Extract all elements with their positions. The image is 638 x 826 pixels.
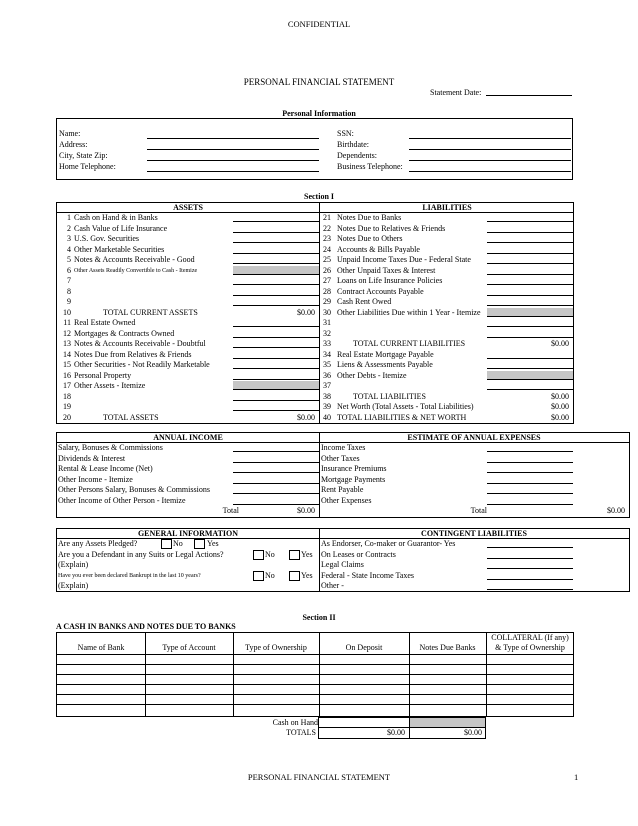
- contingent-row-label: On Leases or Contracts: [321, 549, 396, 559]
- bankrupt-no-label: No: [265, 571, 275, 580]
- income-row-label: Other Income - Itemize: [58, 474, 133, 484]
- contingent-row-label: As Endorser, Co-maker or Guarantor- Yes: [321, 539, 456, 548]
- liability-line-number: 23: [323, 234, 331, 243]
- bank-row-rule: [57, 674, 573, 675]
- liability-line-number: 26: [323, 265, 331, 275]
- bank-row-rule: [57, 664, 573, 665]
- liability-line-number: 37: [323, 381, 331, 390]
- asset-line-number: 19: [63, 402, 71, 411]
- personal-info-heading: Personal Information: [282, 109, 356, 118]
- asset-label: Cash on Hand & in Banks: [74, 213, 158, 222]
- asset-line-number: 8: [67, 286, 71, 296]
- income-row-label: Other Income of Other Person - Itemize: [58, 495, 186, 505]
- expenses-total-label: Total: [470, 506, 487, 515]
- asset-value-field[interactable]: [233, 410, 319, 411]
- asset-line-number: 2: [67, 223, 71, 233]
- asset-value-field[interactable]: [233, 347, 319, 348]
- city-state-zip-label: City, State Zip:: [59, 151, 108, 160]
- expense-value-field[interactable]: [487, 451, 573, 452]
- expense-value-field[interactable]: [487, 472, 573, 473]
- defendant-yes-label: Yes: [301, 550, 313, 559]
- income-value-field[interactable]: [233, 451, 319, 452]
- liability-label: Real Estate Mortgage Payable: [337, 349, 434, 359]
- liability-value-field[interactable]: [487, 379, 573, 380]
- ssn-label: SSN:: [337, 129, 354, 138]
- asset-line-number: 7: [67, 276, 71, 285]
- asset-label: TOTAL CURRENT ASSETS: [103, 307, 198, 317]
- section-1-heading: Section I: [304, 192, 334, 201]
- contingent-row-label: Federal - State Income Taxes: [321, 570, 415, 580]
- section-2-heading: Section II: [302, 613, 336, 622]
- income-total-label: Total: [222, 506, 239, 515]
- liability-label: Other Debts - Itemize: [337, 370, 407, 380]
- bankrupt-yes-checkbox[interactable]: [289, 571, 300, 581]
- defendant-question: Are you a Defendant in any Suits or Legal Actions?: [58, 550, 224, 559]
- asset-value-field[interactable]: [233, 337, 319, 338]
- defendant-no-label: No: [265, 550, 275, 559]
- asset-value-field[interactable]: [233, 253, 319, 254]
- income-row-label: Dividends & Interest: [58, 453, 126, 463]
- birthdate-field[interactable]: [409, 149, 571, 150]
- asset-line-number: 16: [63, 370, 71, 380]
- liability-label: Notes Due to Others: [337, 234, 403, 243]
- bank-row-rule: [57, 684, 573, 685]
- asset-label: Other Assets Readily Convertible to Cash - Itemize: [74, 267, 198, 274]
- asset-line-number: 17: [63, 381, 71, 390]
- liability-label: Cash Rent Owed: [337, 297, 392, 306]
- column-divider: [319, 203, 320, 423]
- asset-value-field[interactable]: [233, 358, 319, 359]
- personal-info-box: [56, 118, 573, 180]
- income-row-label: Rental & Lease Income (Net): [58, 464, 153, 473]
- liability-line-number: 34: [323, 349, 331, 359]
- statement-date-label: Statement Date:: [430, 88, 482, 97]
- asset-value-field[interactable]: [233, 242, 319, 243]
- home-telephone-field[interactable]: [147, 171, 319, 172]
- liability-line-number: 30: [323, 307, 331, 317]
- liability-line-number: 21: [323, 213, 331, 222]
- contingent-heading: CONTINGENT LIABILITIES: [421, 529, 527, 538]
- birthdate-label: Birthdate:: [337, 140, 369, 149]
- assets-pledged-no-label: No: [173, 539, 183, 548]
- liability-line-number: 29: [323, 297, 331, 306]
- home-telephone-label: Home Telephone:: [59, 162, 116, 171]
- asset-line-number: 13: [63, 339, 71, 348]
- totals-label: TOTALS: [286, 728, 316, 737]
- expense-value-field[interactable]: [487, 504, 573, 505]
- liability-value-field[interactable]: [487, 274, 573, 275]
- asset-label: TOTAL ASSETS: [103, 412, 159, 422]
- income-value-field[interactable]: [233, 493, 319, 494]
- total-on-deposit: $0.00: [387, 728, 405, 737]
- asset-value-field[interactable]: [233, 400, 319, 401]
- asset-label: Other Securities - Not Readily Marketable: [74, 360, 210, 369]
- asset-label: U.S. Gov. Securities: [74, 234, 140, 243]
- col-type-of-account: Type of Account: [162, 643, 216, 652]
- asset-line-number: 5: [67, 255, 71, 264]
- liability-line-number: 24: [323, 244, 331, 254]
- city-state-zip-field[interactable]: [147, 160, 319, 161]
- bankrupt-yes-label: Yes: [301, 571, 313, 580]
- bank-table: [56, 632, 574, 717]
- asset-label: Personal Property: [74, 370, 132, 380]
- asset-value-field[interactable]: [233, 284, 319, 285]
- assets-pledged-question: Are any Assets Pledged?: [58, 539, 138, 548]
- defendant-no-checkbox[interactable]: [253, 550, 264, 560]
- liability-value-field[interactable]: [487, 326, 573, 327]
- asset-value-field[interactable]: [233, 368, 319, 369]
- asset-label: Other Marketable Securities: [74, 244, 165, 254]
- contingent-row-label: Legal Claims: [321, 560, 364, 569]
- footer-title: PERSONAL FINANCIAL STATEMENT: [247, 772, 391, 782]
- general-contingent-table: [56, 528, 630, 592]
- asset-label: Notes & Accounts Receivable - Good: [74, 255, 195, 264]
- asset-line-number: 14: [63, 349, 71, 359]
- address-field[interactable]: [147, 149, 319, 150]
- income-expenses-table: [56, 432, 630, 518]
- asset-value-field[interactable]: [233, 263, 319, 264]
- asset-value-field[interactable]: [233, 379, 319, 380]
- asset-value-field[interactable]: [233, 232, 319, 233]
- assets-heading: ASSETS: [173, 203, 203, 212]
- expense-row-label: Other Taxes: [321, 453, 360, 463]
- cash-on-hand-notes-shaded: [410, 718, 485, 727]
- assets-pledged-yes-label: Yes: [207, 539, 219, 548]
- income-total-value: $0.00: [297, 506, 315, 515]
- liability-label: Net Worth (Total Assets - Total Liabilities): [337, 402, 474, 411]
- bankrupt-question: Have you ever been declared Bankrupt in the last 10 years?: [58, 573, 201, 579]
- general-column-divider: [319, 529, 320, 591]
- expense-row-label: Insurance Premiums: [321, 464, 387, 473]
- col-collateral: COLLATERAL (If any): [491, 633, 569, 642]
- liability-label: TOTAL LIABILITIES & NET WORTH: [337, 412, 467, 422]
- liability-line-number: 22: [323, 223, 331, 233]
- cash-in-banks-heading: A CASH IN BANKS AND NOTES DUE TO BANKS: [56, 622, 236, 631]
- liability-line-number: 39: [323, 402, 331, 411]
- bank-row-rule: [57, 694, 573, 695]
- address-label: Address:: [59, 140, 88, 149]
- asset-line-number: 4: [67, 244, 71, 254]
- total-notes-due: $0.00: [464, 728, 482, 737]
- ssn-field[interactable]: [409, 138, 571, 139]
- assets-pledged-no-checkbox[interactable]: [161, 539, 172, 549]
- asset-line-number: 3: [67, 234, 71, 243]
- liability-line-number: 27: [323, 276, 331, 285]
- asset-total-value: $0.00: [297, 307, 315, 317]
- asset-line-number: 18: [63, 391, 71, 401]
- name-label: Name:: [59, 129, 81, 138]
- liability-label: Notes Due to Banks: [337, 213, 402, 222]
- dependents-field[interactable]: [409, 160, 571, 161]
- col-collateral-ownership: & Type of Ownership: [495, 643, 565, 652]
- liability-line-number: 38: [323, 391, 331, 401]
- statement-date-field[interactable]: [486, 95, 572, 96]
- asset-label: Other Assets - Itemize: [74, 381, 146, 390]
- liability-total-value: $0.00: [551, 339, 569, 348]
- page-title: PERSONAL FINANCIAL STATEMENT: [243, 77, 395, 87]
- liability-label: TOTAL LIABILITIES: [353, 391, 426, 401]
- income-row-label: Other Persons Salary, Bonuses & Commissions: [58, 485, 210, 494]
- asset-line-number: 1: [67, 213, 71, 222]
- asset-value-field[interactable]: [233, 295, 319, 296]
- liability-value-field[interactable]: [487, 337, 573, 338]
- income-row-label: Salary, Bonuses & Commissions: [58, 443, 163, 452]
- asset-line-number: 20: [63, 412, 71, 422]
- liability-value-field[interactable]: [487, 316, 573, 317]
- assets-pledged-yes-checkbox[interactable]: [194, 539, 205, 549]
- asset-line-number: 9: [67, 297, 71, 306]
- liability-line-number: 25: [323, 255, 331, 264]
- income-value-field[interactable]: [233, 504, 319, 505]
- liability-value-field[interactable]: [487, 242, 573, 243]
- income-value-field[interactable]: [233, 483, 319, 484]
- expense-value-field[interactable]: [487, 462, 573, 463]
- asset-line-number: 15: [63, 360, 71, 369]
- annual-expenses-heading: ESTIMATE OF ANNUAL EXPENSES: [407, 433, 541, 442]
- liability-line-number: 35: [323, 360, 331, 369]
- defendant-yes-checkbox[interactable]: [289, 550, 300, 560]
- asset-value-field[interactable]: [233, 305, 319, 306]
- asset-value-field[interactable]: [233, 274, 319, 275]
- liability-value-field[interactable]: [487, 253, 573, 254]
- confidential-label: CONFIDENTIAL: [287, 19, 351, 29]
- col-name-of-bank: Name of Bank: [77, 643, 125, 652]
- liability-label: Other Liabilities Due within 1 Year - Itemize: [337, 307, 481, 317]
- liability-total-value: $0.00: [551, 391, 569, 401]
- income-value-field[interactable]: [233, 472, 319, 473]
- liability-line-number: 32: [323, 328, 331, 338]
- expense-row-label: Mortgage Payments: [321, 474, 386, 484]
- asset-value-field[interactable]: [233, 389, 319, 390]
- contingent-value-field[interactable]: [487, 589, 573, 590]
- col-type-of-ownership: Type of Ownership: [245, 643, 307, 652]
- contingent-value-field[interactable]: [487, 568, 573, 569]
- asset-label: Notes Due from Relatives & Friends: [74, 349, 192, 359]
- asset-line-number: 6: [67, 265, 71, 275]
- liability-label: TOTAL CURRENT LIABILITIES: [353, 339, 466, 348]
- dependents-label: Dependents:: [337, 151, 377, 160]
- asset-line-number: 11: [63, 318, 71, 327]
- asset-line-number: 10: [63, 307, 71, 317]
- liability-label: Other Unpaid Taxes & Interest: [337, 265, 436, 275]
- liability-value-field[interactable]: [487, 358, 573, 359]
- liability-label: Liens & Assessments Payable: [337, 360, 433, 369]
- liabilities-heading: LIABILITIES: [422, 203, 472, 212]
- liability-line-number: 36: [323, 370, 331, 380]
- liability-value-field[interactable]: [487, 389, 573, 390]
- liability-label: Unpaid Income Taxes Due - Federal State: [337, 255, 471, 264]
- bankrupt-explain-label: (Explain): [58, 581, 89, 590]
- annual-income-heading: ANNUAL INCOME: [153, 433, 223, 442]
- liability-total-value: $0.00: [551, 412, 569, 422]
- income-column-divider: [319, 433, 320, 517]
- asset-label: Mortgages & Contracts Owned: [74, 328, 175, 338]
- liability-label: Notes Due to Relatives & Friends: [337, 223, 446, 233]
- page-number: 1: [574, 772, 579, 782]
- liability-value-field[interactable]: [487, 232, 573, 233]
- liability-value-field[interactable]: [487, 305, 573, 306]
- asset-line-number: 12: [63, 328, 71, 338]
- expense-row-label: Rent Payable: [321, 485, 364, 494]
- liability-line-number: 28: [323, 286, 331, 296]
- liability-value-field[interactable]: [487, 263, 573, 264]
- general-info-heading: GENERAL INFORMATION: [137, 529, 239, 538]
- liability-label: Accounts & Bills Payable: [337, 244, 420, 254]
- asset-label: Real Estate Owned: [74, 318, 136, 327]
- contingent-value-field[interactable]: [487, 558, 573, 559]
- asset-label: Cash Value of Life Insurance: [74, 223, 168, 233]
- liability-label: Contract Accounts Payable: [337, 286, 424, 296]
- col-on-deposit: On Deposit: [345, 643, 383, 652]
- liability-value-field[interactable]: [487, 284, 573, 285]
- contingent-value-field[interactable]: [487, 547, 573, 548]
- contingent-value-field[interactable]: [487, 579, 573, 580]
- asset-label: Notes & Accounts Receivable - Doubtful: [74, 339, 206, 348]
- liability-line-number: 40: [323, 412, 331, 422]
- liability-total-value: $0.00: [551, 402, 569, 411]
- bankrupt-no-checkbox[interactable]: [253, 571, 264, 581]
- asset-value-field[interactable]: [233, 326, 319, 327]
- col-notes-due-banks: Notes Due Banks: [419, 643, 476, 652]
- bank-row-rule: [57, 704, 573, 705]
- liability-line-number: 33: [323, 339, 331, 348]
- liability-value-field[interactable]: [487, 295, 573, 296]
- business-telephone-field[interactable]: [409, 171, 571, 172]
- assets-liabilities-table: [56, 202, 574, 424]
- cash-on-hand-label: Cash on Hand: [272, 718, 318, 727]
- asset-value-field[interactable]: [233, 221, 319, 222]
- name-field[interactable]: [147, 138, 319, 139]
- asset-total-value: $0.00: [297, 412, 315, 422]
- contingent-row-label: Other -: [321, 581, 344, 590]
- business-telephone-label: Business Telephone:: [337, 162, 403, 171]
- liability-line-number: 31: [323, 318, 331, 327]
- defendant-explain-label: (Explain): [58, 560, 89, 569]
- bank-header-rule: [57, 654, 573, 655]
- liability-value-field[interactable]: [487, 221, 573, 222]
- expense-value-field[interactable]: [487, 483, 573, 484]
- expense-row-label: Other Expenses: [321, 495, 372, 505]
- expense-value-field[interactable]: [487, 493, 573, 494]
- liability-label: Loans on Life Insurance Policies: [337, 276, 443, 285]
- totals-box: [318, 717, 486, 739]
- expense-row-label: Income Taxes: [321, 443, 366, 452]
- liability-value-field[interactable]: [487, 368, 573, 369]
- income-value-field[interactable]: [233, 462, 319, 463]
- expenses-total-value: $0.00: [607, 506, 625, 515]
